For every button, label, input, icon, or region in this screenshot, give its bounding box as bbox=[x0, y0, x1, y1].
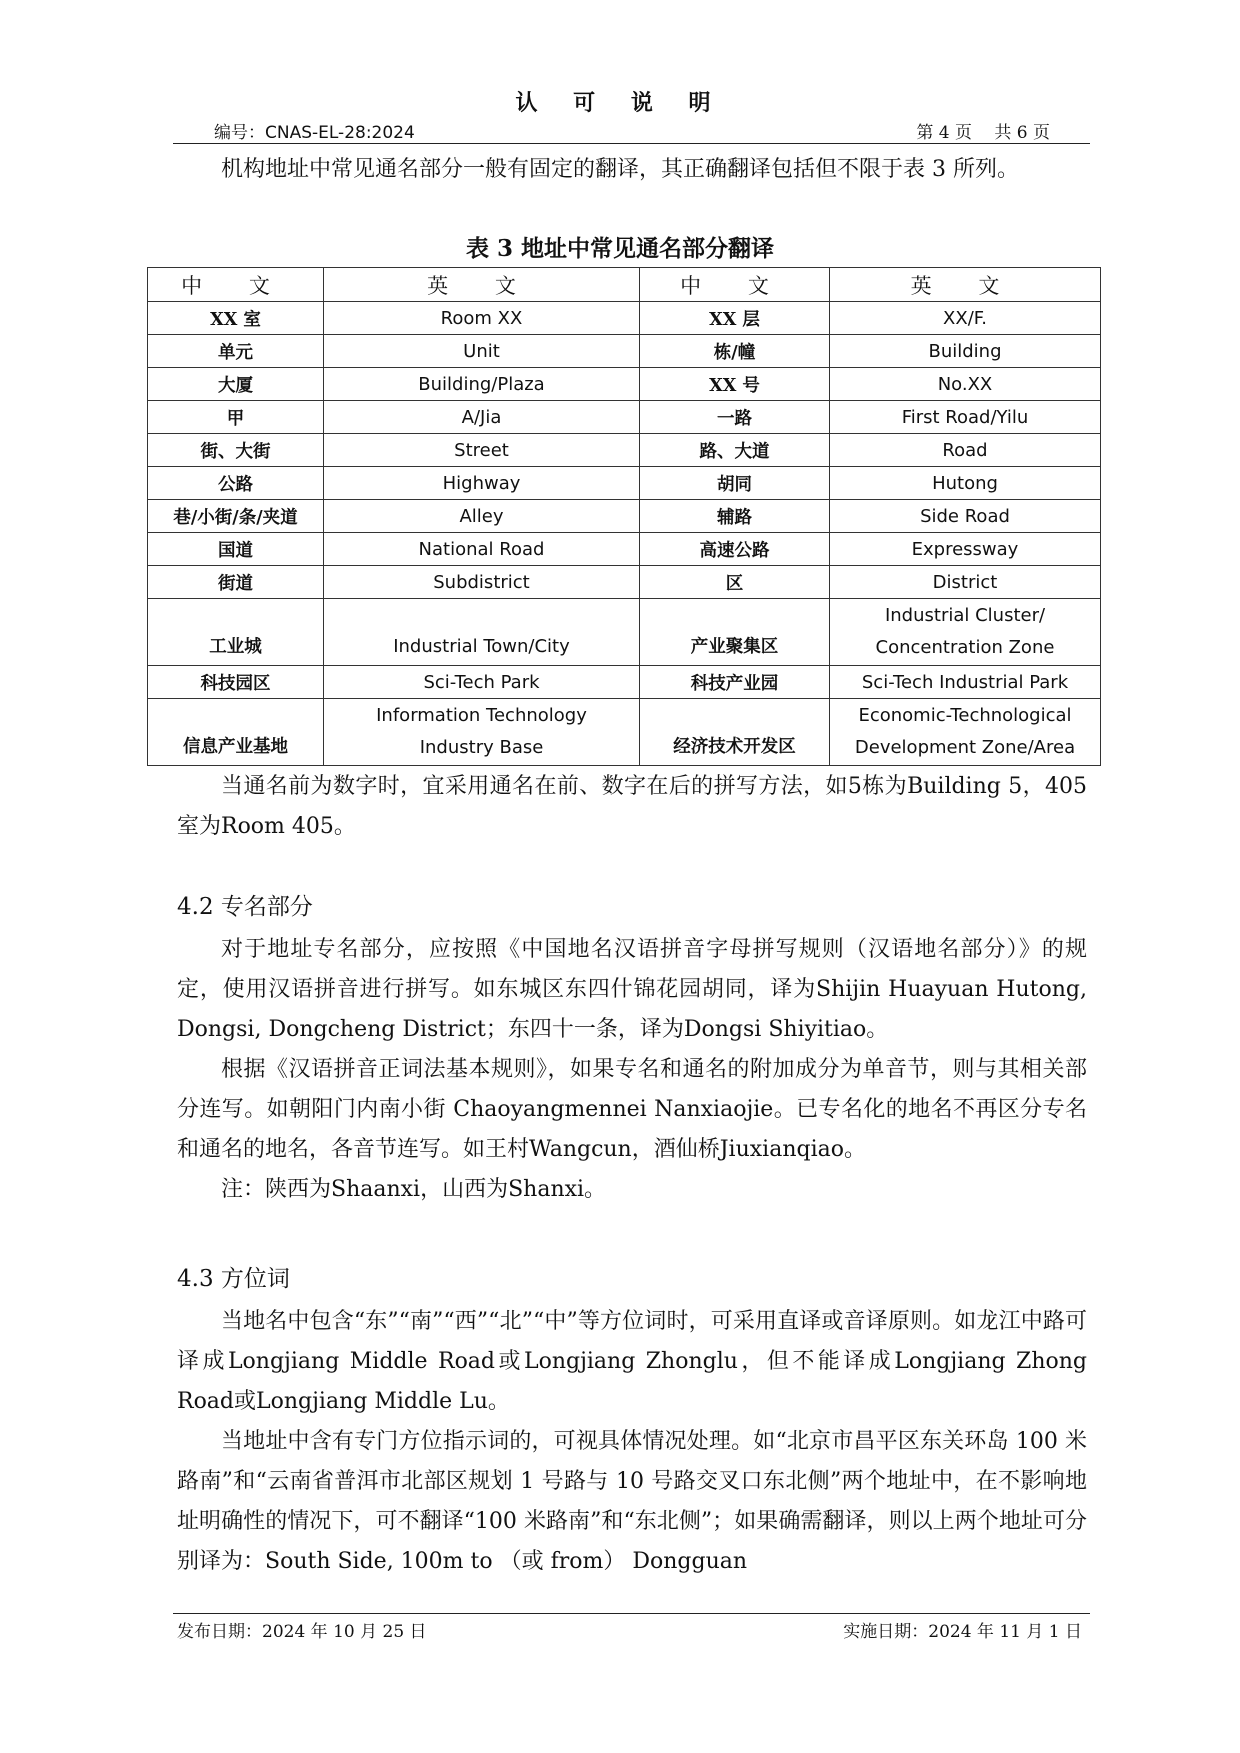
table-row bbox=[148, 467, 1101, 500]
cell-en: Information Technology Industry Base bbox=[324, 699, 640, 766]
cell-en: Subdistrict bbox=[324, 566, 640, 599]
section-4-2-paragraph-2: 根据《汉语拼音正词法基本规则》，如果专名和通名的附加成分为单音节，则与其相关部分连写。如朝阳门内南小街 Chaoyangmennei Nanxiaojie。已专名化的地名不再区分专名和通名的地名，各音节连写。如王村Wangcun，酒仙桥Jiuxianqiao。 bbox=[177, 1057, 1087, 1162]
section-4-3-paragraph-2: 当地址中含有专门方位指示词的，可视具体情况处理。如“北京市昌平区东关环岛 100 米路南”和“云南省普洱市北部区规划 1 号路与 10 号路交叉口东北侧”两个地址中，在不影响地址明确性的情况下，可不翻译“100 米路南”和“东北侧”；如果确需翻译，则以上两个地址可分别译为：South Side, 100m to （或 from） Dongguan bbox=[177, 1429, 1087, 1574]
table-row bbox=[148, 533, 1101, 566]
section-4-2-body bbox=[177, 930, 1087, 1210]
cell-cn: 栋/幢 bbox=[640, 335, 830, 368]
cell-en: A/Jia bbox=[324, 401, 640, 434]
cell-cn: 巷/小街/条/夹道 bbox=[148, 500, 324, 533]
cell-en: District bbox=[830, 566, 1101, 599]
section-heading-4-3: 4.3 方位词 bbox=[177, 1266, 290, 1292]
cell-cn: 街道 bbox=[148, 566, 324, 599]
table-row bbox=[148, 566, 1101, 599]
table-row bbox=[148, 302, 1101, 335]
header-en-1: 英 文 bbox=[324, 268, 640, 302]
cell-en: Expressway bbox=[830, 533, 1101, 566]
table-row bbox=[148, 666, 1101, 699]
cell-en: Road bbox=[830, 434, 1101, 467]
section-4-3-paragraph-1: 当地名中包含“东”“南”“西”“北”“中”等方位词时，可采用直译或音译原则。如龙江中路可译成Longjiang Middle Road或Longjiang Zhonglu，但不能译成Longjiang Zhong Road或Longjiang Middle Lu。 bbox=[177, 1309, 1087, 1414]
cell-en: Industrial Cluster/ Concentration Zone bbox=[830, 599, 1101, 666]
cell-en: Industrial Town/City bbox=[324, 599, 640, 666]
table-header-row bbox=[148, 268, 1101, 302]
document-title: 认 可 说 明 bbox=[515, 90, 725, 116]
table-row bbox=[148, 434, 1101, 467]
cell-cn: 街、大街 bbox=[148, 434, 324, 467]
cell-en: XX/F. bbox=[830, 302, 1101, 335]
cell-en: Alley bbox=[324, 500, 640, 533]
cell-cn: 大厦 bbox=[148, 368, 324, 401]
cell-cn: 单元 bbox=[148, 335, 324, 368]
cell-cn: 甲 bbox=[148, 401, 324, 434]
cell-cn: 科技园区 bbox=[148, 666, 324, 699]
cell-cn: XX 号 bbox=[640, 368, 830, 401]
header-cn-2: 中 文 bbox=[640, 268, 830, 302]
cell-cn: 国道 bbox=[148, 533, 324, 566]
cell-en: Economic-Technological Development Zone/Area bbox=[830, 699, 1101, 766]
header-cn-1: 中 文 bbox=[148, 268, 324, 302]
intro-paragraph: 机构地址中常见通名部分一般有固定的翻译，其正确翻译包括但不限于表 3 所列。 bbox=[221, 157, 1019, 182]
intro-block bbox=[177, 150, 1087, 190]
table-row bbox=[148, 368, 1101, 401]
cell-en: Unit bbox=[324, 335, 640, 368]
after-table-block bbox=[177, 767, 1087, 847]
issue-date: 发布日期：2024 年 10 月 25 日 bbox=[177, 1622, 427, 1642]
cell-en: National Road bbox=[324, 533, 640, 566]
cell-en: First Road/Yilu bbox=[830, 401, 1101, 434]
cell-cn: 区 bbox=[640, 566, 830, 599]
document-code: 编号：CNAS-EL-28:2024 bbox=[214, 123, 415, 143]
cell-cn: 一路 bbox=[640, 401, 830, 434]
table-row bbox=[148, 500, 1101, 533]
section-4-2-paragraph-1: 对于地址专名部分，应按照《中国地名汉语拼音字母拼写规则（汉语地名部分）》的规定，使用汉语拼音进行拼写。如东城区东四什锦花园胡同，译为Shijin Huayuan Hutong, Dongsi, Dongcheng District；东四十一条，译为Dongsi Shiyitiao。 bbox=[177, 937, 1087, 1042]
cell-en: Room XX bbox=[324, 302, 640, 335]
cell-cn: 路、大道 bbox=[640, 434, 830, 467]
cell-cn: XX 室 bbox=[148, 302, 324, 335]
cell-cn: 高速公路 bbox=[640, 533, 830, 566]
cell-cn: 产业聚集区 bbox=[640, 599, 830, 666]
table-caption: 表 3 地址中常见通名部分翻译 bbox=[465, 235, 775, 262]
cell-cn: 工业城 bbox=[148, 599, 324, 666]
cell-cn: 科技产业园 bbox=[640, 666, 830, 699]
cell-en: Building/Plaza bbox=[324, 368, 640, 401]
page-indicator: 第 4 页 共 6 页 bbox=[916, 123, 1050, 143]
cell-en: No.XX bbox=[830, 368, 1101, 401]
section-4-2-note: 注：陕西为Shaanxi，山西为Shanxi。 bbox=[221, 1177, 607, 1202]
table-row bbox=[148, 335, 1101, 368]
section-heading-4-2: 4.2 专名部分 bbox=[177, 894, 313, 920]
cell-en: Side Road bbox=[830, 500, 1101, 533]
cell-cn: 经济技术开发区 bbox=[640, 699, 830, 766]
cell-en: Sci-Tech Park bbox=[324, 666, 640, 699]
footer-divider bbox=[173, 1613, 1090, 1614]
table-row bbox=[148, 401, 1101, 434]
translation-table bbox=[147, 267, 1101, 766]
section-4-3-body bbox=[177, 1302, 1087, 1582]
cell-en: Highway bbox=[324, 467, 640, 500]
cell-cn: 辅路 bbox=[640, 500, 830, 533]
cell-cn: 胡同 bbox=[640, 467, 830, 500]
effective-date: 实施日期：2024 年 11 月 1 日 bbox=[843, 1622, 1082, 1642]
cell-en: Building bbox=[830, 335, 1101, 368]
header-divider bbox=[173, 143, 1090, 144]
cell-en: Sci-Tech Industrial Park bbox=[830, 666, 1101, 699]
cell-cn: XX 层 bbox=[640, 302, 830, 335]
cell-en: Hutong bbox=[830, 467, 1101, 500]
numbering-paragraph: 当通名前为数字时，宜采用通名在前、数字在后的拼写方法，如5栋为Building 5，405室为Room 405。 bbox=[177, 774, 1087, 839]
cell-cn: 信息产业基地 bbox=[148, 699, 324, 766]
cell-cn: 公路 bbox=[148, 467, 324, 500]
table-row bbox=[148, 599, 1101, 666]
cell-en: Street bbox=[324, 434, 640, 467]
header-en-2: 英 文 bbox=[830, 268, 1101, 302]
table-row bbox=[148, 699, 1101, 766]
